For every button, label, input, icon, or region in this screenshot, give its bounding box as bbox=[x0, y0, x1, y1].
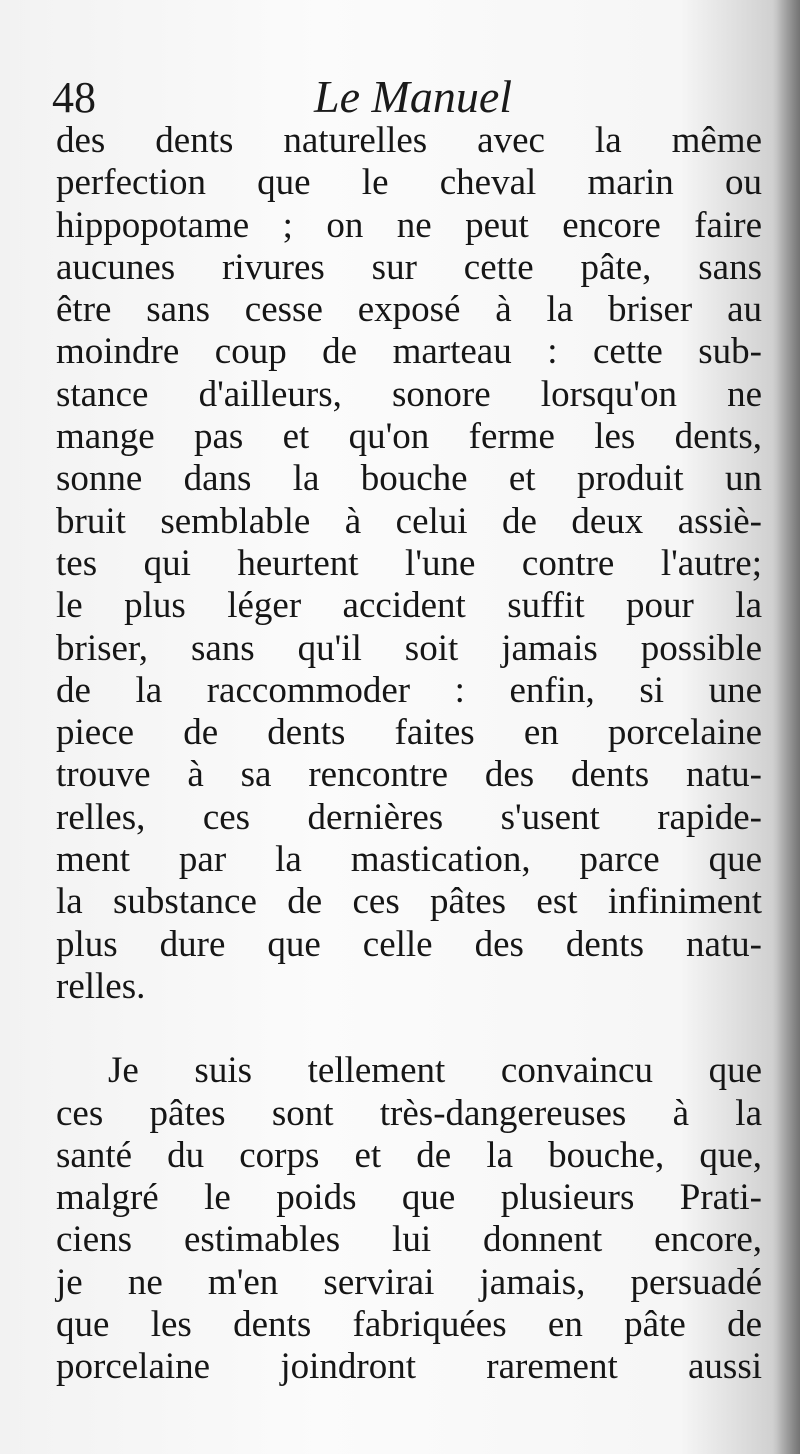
text-line: bruit semblable à celui de deux assiè- bbox=[56, 500, 762, 542]
text-line: être sans cesse exposé à la briser au bbox=[56, 289, 762, 331]
page-edge-shadow bbox=[772, 0, 800, 1454]
text-line: de la raccommoder : enfin, si une bbox=[56, 669, 762, 711]
page-number: 48 bbox=[52, 73, 96, 122]
text-line: Je suis tellement convaincu que bbox=[108, 1050, 762, 1092]
body-text bbox=[56, 120, 762, 1389]
text-line: perfection que le cheval marin ou bbox=[56, 162, 762, 204]
text-line: aucunes rivures sur cette pâte, sans bbox=[56, 246, 762, 288]
text-line: relles, ces dernières s'usent rapide- bbox=[56, 796, 762, 838]
text-line: stance d'ailleurs, sonore lorsqu'on ne bbox=[56, 373, 762, 415]
text-line: mange pas et qu'on ferme les dents, bbox=[56, 416, 762, 458]
text-line: trouve à sa rencontre des dents natu- bbox=[56, 754, 762, 796]
text-line: tes qui heurtent l'une contre l'autre; bbox=[56, 542, 762, 584]
text-line: le plus léger accident suffit pour la bbox=[56, 585, 762, 627]
text-line: malgré le poids que plusieurs Prati- bbox=[56, 1177, 762, 1219]
text-line: moindre coup de marteau : cette sub- bbox=[56, 331, 762, 373]
text-line: piece de dents faites en porcelaine bbox=[56, 712, 762, 754]
paragraph-gap bbox=[56, 1008, 762, 1050]
text-line: ment par la mastication, parce que bbox=[56, 839, 762, 881]
text-line: ces pâtes sont très-dangereuses à la bbox=[56, 1092, 762, 1134]
text-line: porcelaine joindront rarement aussi bbox=[56, 1346, 762, 1388]
text-line: plus dure que celle des dents natu- bbox=[56, 923, 762, 965]
text-line: relles. bbox=[56, 965, 146, 1007]
text-line: ciens estimables lui donnent encore, bbox=[56, 1219, 762, 1261]
text-line: que les dents fabriquées en pâte de bbox=[56, 1304, 762, 1346]
text-line: des dents naturelles avec la même bbox=[56, 120, 762, 161]
text-line: la substance de ces pâtes est infiniment bbox=[56, 881, 762, 923]
text-line: je ne m'en servirai jamais, persuadé bbox=[56, 1261, 762, 1303]
text-line: sonne dans la bouche et produit un bbox=[56, 458, 762, 500]
text-line: briser, sans qu'il soit jamais possible bbox=[56, 627, 762, 669]
running-title: Le Manuel bbox=[314, 71, 513, 122]
page-header bbox=[52, 70, 764, 126]
text-line: hippopotame ; on ne peut encore faire bbox=[56, 204, 762, 246]
text-line: santé du corps et de la bouche, que, bbox=[56, 1134, 762, 1176]
